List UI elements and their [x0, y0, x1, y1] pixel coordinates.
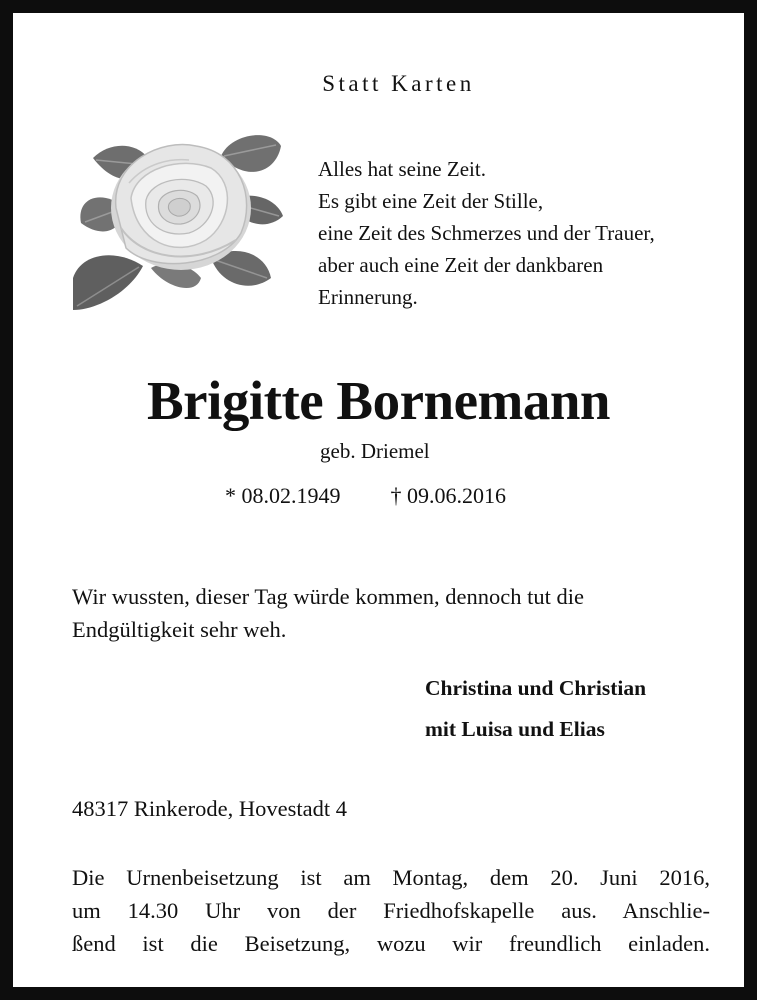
death-date: † 09.06.2016: [390, 483, 506, 508]
signer-line: mit Luisa und Elias: [425, 717, 605, 741]
life-dates: [225, 483, 506, 509]
signers: [425, 668, 646, 750]
poem-line: Es gibt eine Zeit der Stille,: [318, 189, 544, 213]
funeral-line: ßend ist die Beisetzung, wozu wir freundlich einladen.: [72, 931, 710, 956]
maiden-name: geb. Driemel: [320, 439, 430, 463]
birth-date: * 08.02.1949: [225, 483, 341, 508]
statement-line: Endgültigkeit sehr weh.: [72, 617, 287, 642]
poem-line: Alles hat seine Zeit.: [318, 157, 486, 181]
poem: [318, 153, 655, 313]
poem-line: eine Zeit des Schmerzes und der Trauer,: [318, 221, 655, 245]
deceased-name: Brigitte Bornemann: [146, 370, 611, 431]
rose-icon: [71, 128, 286, 313]
address: 48317 Rinkerode, Hovestadt 4: [72, 796, 347, 821]
signer-line: Christina und Christian: [425, 676, 647, 700]
family-statement: [72, 580, 717, 646]
poem-line: Erinnerung.: [318, 285, 418, 309]
funeral-line: um 14.30 Uhr von der Friedhofskapelle aus. Anschlie-: [72, 898, 710, 923]
funeral-notice: [72, 861, 710, 960]
statement-line: Wir wussten, dieser Tag würde kommen, dennoch tut die: [72, 584, 584, 609]
funeral-line: Die Urnenbeisetzung ist am Montag, dem 20. Juni 2016,: [72, 865, 710, 890]
header-title: Statt Karten: [322, 71, 475, 96]
poem-line: aber auch eine Zeit der dankbaren: [318, 253, 604, 277]
